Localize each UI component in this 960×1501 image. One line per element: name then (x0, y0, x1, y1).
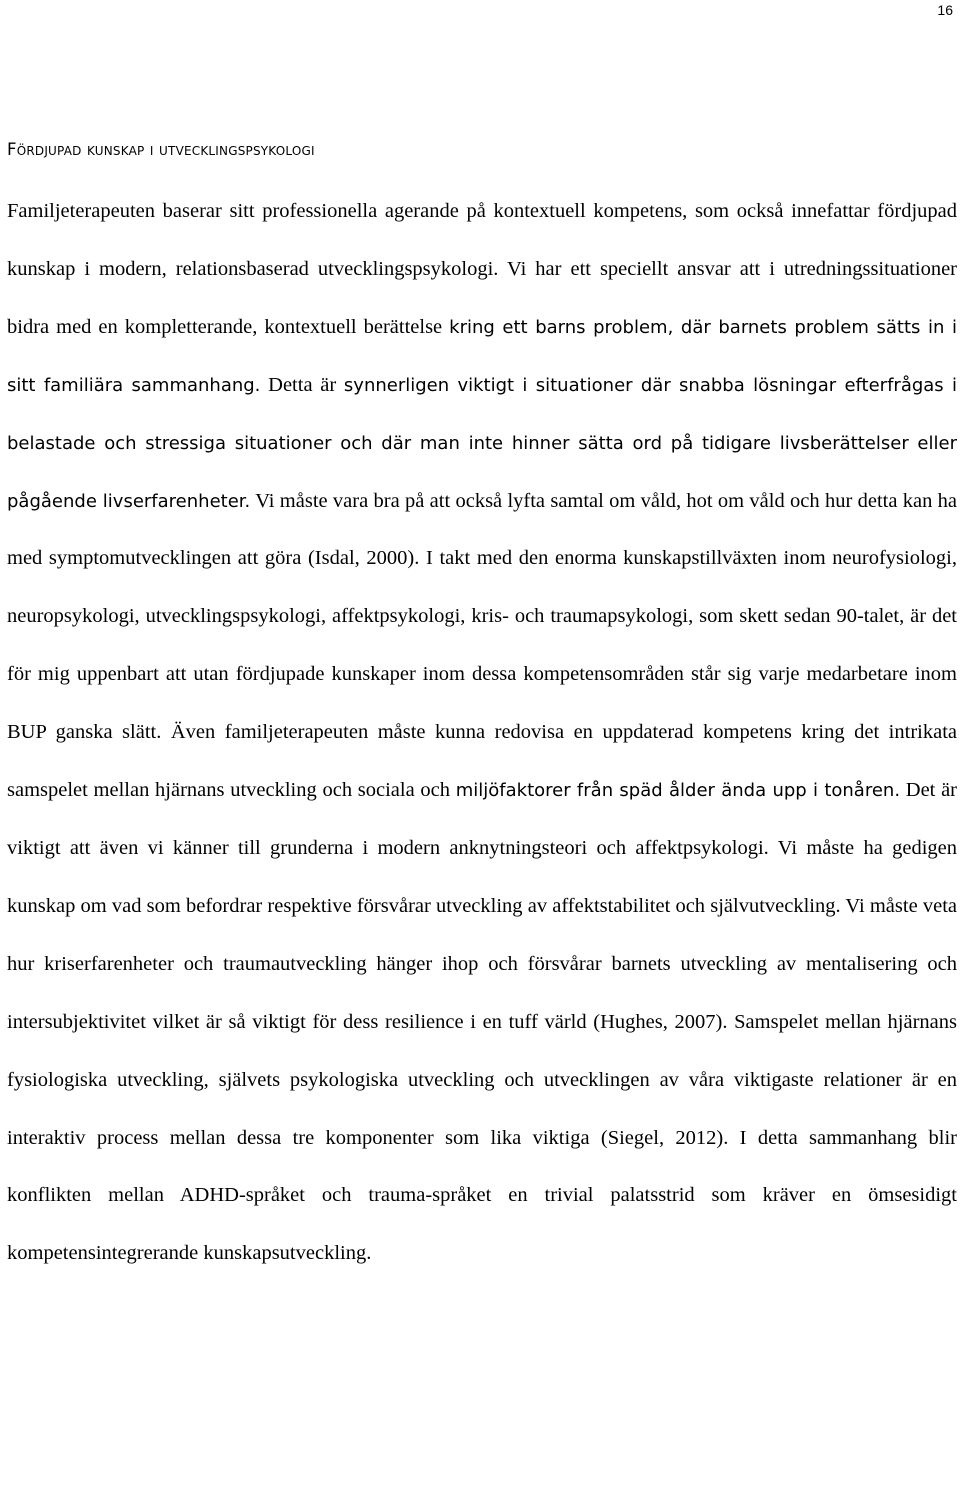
paragraph-segment: Vi måste vara bra på att också lyfta samtal om våld, hot om våld och hur detta kan ha med symptomutvecklingen att göra (Isdal, 2000). I takt med den enorma kunskapstillväxten inom neurofysiologi, neuropsykologi, utvecklingspsykologi, affektpsykologi, kris- och traumapsykologi, som skett sedan 90-talet, är det för mig uppenbart att utan fördjupade kunskaper inom dessa kompetensområden står sig varje medarbetare inom BUP ganska slätt. Även familjeterapeuten måste kunna redovisa en uppdaterad kompetens kring det intrikata samspelet mellan hjärnans utveckling och sociala och (7, 489, 958, 802)
paragraph-segment: Familjeterapeuten baserar sitt professionella agerande på kontextuell kompetens, som också innefattar fördjupad kunskap i modern, relationsbaserad utvecklingspsykologi. Vi har ett speciellt ansvar att i utredningssituationer bidra med en kompletterande, kontextuell berättelse (7, 200, 957, 338)
page-number: 16 (937, 2, 953, 18)
paragraph-segment: Det är viktigt att även vi känner till grunderna i modern anknytningsteori och affektpsykologi. Vi måste ha gedigen kunskap om vad som befordrar respektive försvårar utveckling av affektstabilitet och självutveckling. Vi måste veta hur kriserfarenheter och traumautveckling hänger ihop och försvårar barnets utveckling av mentalisering och intersubjektivitet vilket är så viktigt för dess resilience i en tuff värld (Hughes, 2007). Samspelet mellan hjärnans fysiologiska utveckling, självets psykologiska utveckling och utvecklingen av våra viktigaste relationer är en interaktiv process mellan dessa tre komponenter som lika viktiga (Siegel, 2012). I detta sammanhang blir konflikten mellan ADHD-språket och trauma-språket en trivial palatsstrid som kräver en ömsesidigt kompetensintegrerande kunskapsutveckling. (7, 779, 958, 1265)
paragraph-segment: kring ett barns problem, där barnets problem sätts in i sitt familiära sammanhang. (7, 316, 957, 396)
paragraph-segment: miljöfaktorer från späd ålder ända upp i tonåren. (455, 780, 901, 802)
body-paragraph (7, 183, 957, 1283)
section-heading: Fördjupad kunskap i utvecklingspsykologi (7, 140, 315, 159)
paragraph-segment: synnerligen viktigt i situationer där snabba lösningar efterfrågas i belastade och stressiga situationer och där man inte hinner sätta ord på tidigare livsberättelser eller pågående livserfarenheter. (7, 374, 958, 512)
paragraph-segment: Detta är (260, 373, 344, 396)
